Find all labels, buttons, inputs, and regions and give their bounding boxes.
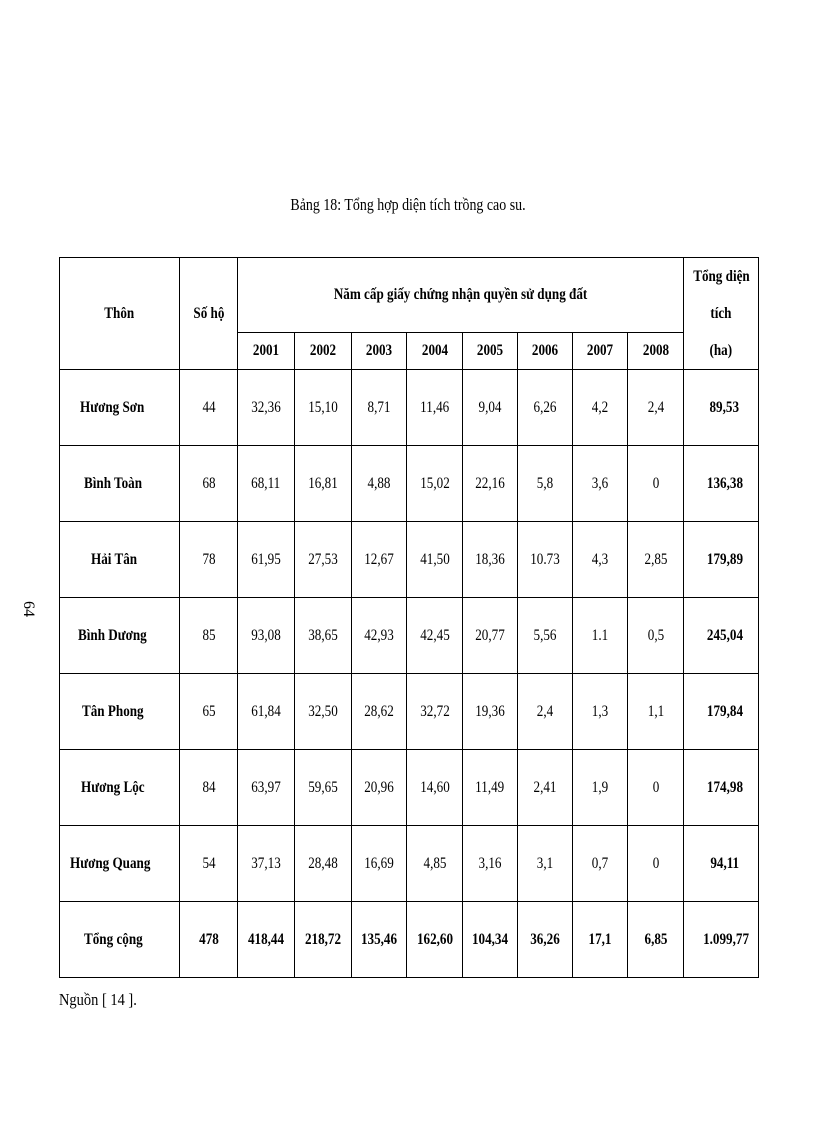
total-area-value: 89,53 [684,370,759,446]
header-year: 2008 [628,332,684,369]
header-households: Số hộ [180,258,238,370]
year-area-value: 1.1 [573,598,628,674]
header-year: 2007 [573,332,628,369]
header-village: Thôn [60,258,180,370]
year-area-value: 28,62 [352,674,407,750]
header-year: 2001 [238,332,295,369]
year-area-value: 4,88 [352,446,407,522]
household-count: 84 [180,750,238,826]
source-note: Nguồn [ 14 ]. [59,990,137,1009]
header-year: 2006 [518,332,573,369]
year-area-value: 42,93 [352,598,407,674]
year-area-value: 63,97 [238,750,295,826]
year-area-value: 0 [628,750,684,826]
header-year: 2004 [407,332,463,369]
year-area-value: 1,3 [573,674,628,750]
year-area-value: 4,85 [407,826,463,902]
table-row [60,826,759,902]
total-area-value: 94,11 [684,826,759,902]
year-area-value: 2,85 [628,522,684,598]
household-count: 54 [180,826,238,902]
table-caption: Bảng 18: Tổng hợp diện tích trồng cao su. [290,195,526,214]
year-area-value: 162,60 [407,902,463,978]
total-area-value: 245,04 [684,598,759,674]
year-area-value: 3,6 [573,446,628,522]
year-area-value: 12,67 [352,522,407,598]
year-area-value: 37,13 [238,826,295,902]
year-area-value: 38,65 [295,598,352,674]
rubber-area-table [59,257,759,978]
total-area-value: 179,89 [684,522,759,598]
village-name: Tân Phong [60,674,180,750]
table-row [60,446,759,522]
year-area-value: 2,4 [518,674,573,750]
year-area-value: 418,44 [238,902,295,978]
village-name: Bình Toàn [60,446,180,522]
year-area-value: 16,69 [352,826,407,902]
village-name: Hương Sơn [60,370,180,446]
year-area-value: 14,60 [407,750,463,826]
year-area-value: 10.73 [518,522,573,598]
year-area-value: 0,5 [628,598,684,674]
year-area-value: 59,65 [295,750,352,826]
household-count: 65 [180,674,238,750]
year-area-value: 32,50 [295,674,352,750]
year-area-value: 20,77 [463,598,518,674]
year-area-value: 19,36 [463,674,518,750]
header-years-group: Năm cấp giấy chứng nhận quyền sử dụng đất [238,258,684,333]
household-count: 44 [180,370,238,446]
year-area-value: 4,3 [573,522,628,598]
year-area-value: 0,7 [573,826,628,902]
year-area-value: 9,04 [463,370,518,446]
header-total-area: Tổng diện tích (ha) [684,258,759,370]
page-number: 64 [20,601,37,617]
year-area-value: 11,49 [463,750,518,826]
table-row [60,750,759,826]
year-area-value: 8,71 [352,370,407,446]
year-area-value: 68,11 [238,446,295,522]
year-area-value: 16,81 [295,446,352,522]
year-area-value: 61,84 [238,674,295,750]
year-area-value: 5,56 [518,598,573,674]
year-area-value: 15,10 [295,370,352,446]
header-year: 2005 [463,332,518,369]
household-count: 478 [180,902,238,978]
table-row [60,598,759,674]
year-area-value: 32,36 [238,370,295,446]
year-area-value: 15,02 [407,446,463,522]
year-area-value: 3,16 [463,826,518,902]
village-name: Tổng cộng [60,902,180,978]
year-area-value: 61,95 [238,522,295,598]
year-area-value: 41,50 [407,522,463,598]
year-area-value: 36,26 [518,902,573,978]
table-row [60,370,759,446]
year-area-value: 0 [628,826,684,902]
village-name: Hải Tân [60,522,180,598]
household-count: 78 [180,522,238,598]
village-name: Hương Lộc [60,750,180,826]
year-area-value: 2,41 [518,750,573,826]
village-name: Bình Dương [60,598,180,674]
total-row [60,902,759,978]
header-year: 2002 [295,332,352,369]
year-area-value: 28,48 [295,826,352,902]
year-area-value: 32,72 [407,674,463,750]
year-area-value: 135,46 [352,902,407,978]
household-count: 68 [180,446,238,522]
year-area-value: 42,45 [407,598,463,674]
year-area-value: 0 [628,446,684,522]
table-row [60,674,759,750]
year-area-value: 17,1 [573,902,628,978]
table-body [60,370,759,978]
year-area-value: 22,16 [463,446,518,522]
year-area-value: 1,1 [628,674,684,750]
year-area-value: 20,96 [352,750,407,826]
year-area-value: 2,4 [628,370,684,446]
total-area-value: 136,38 [684,446,759,522]
header-year: 2003 [352,332,407,369]
year-area-value: 1,9 [573,750,628,826]
year-area-value: 93,08 [238,598,295,674]
table-row [60,522,759,598]
total-area-value: 1.099,77 [684,902,759,978]
year-area-value: 5,8 [518,446,573,522]
total-area-value: 174,98 [684,750,759,826]
year-area-value: 4,2 [573,370,628,446]
year-area-value: 218,72 [295,902,352,978]
year-area-value: 18,36 [463,522,518,598]
household-count: 85 [180,598,238,674]
village-name: Hương Quang [60,826,180,902]
total-area-value: 179,84 [684,674,759,750]
year-area-value: 27,53 [295,522,352,598]
year-area-value: 6,85 [628,902,684,978]
year-area-value: 104,34 [463,902,518,978]
year-area-value: 11,46 [407,370,463,446]
year-area-value: 6,26 [518,370,573,446]
year-area-value: 3,1 [518,826,573,902]
